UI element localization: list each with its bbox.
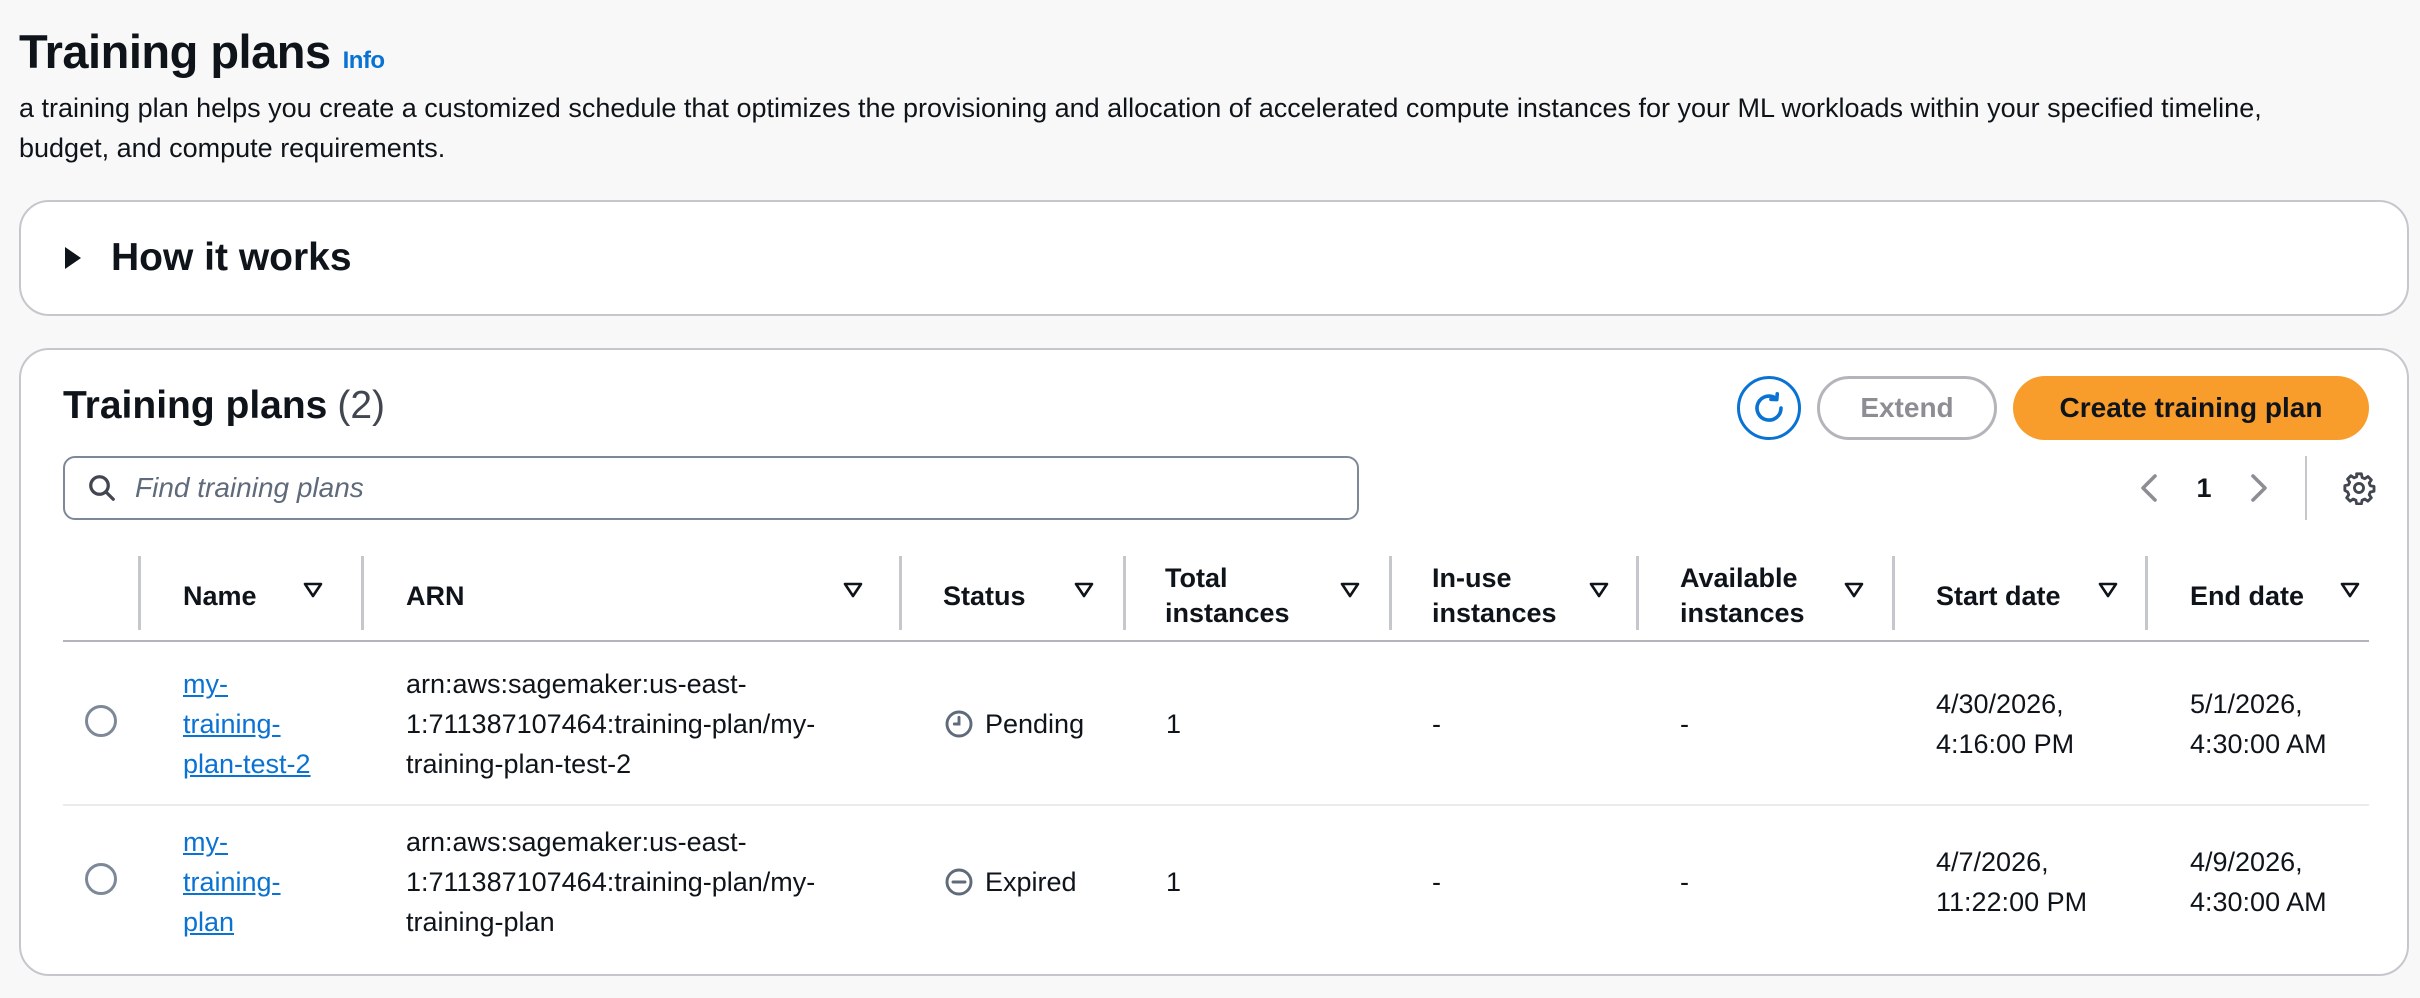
create-training-plan-button[interactable]: Create training plan: [2013, 376, 2369, 440]
date-line: 11:22:00 PM: [1936, 887, 2088, 917]
available-instances-cell: -: [1680, 709, 1689, 739]
sort-caret-icon[interactable]: [1074, 581, 1094, 599]
name-line: my-: [183, 669, 228, 699]
column-separator: [1892, 556, 1895, 630]
column-separator: [2145, 556, 2148, 630]
table-count: (2): [337, 384, 386, 427]
table-header: [63, 384, 385, 428]
name-line: training-: [183, 867, 281, 897]
arn-line: training-plan: [406, 907, 555, 937]
date-line: 4:30:00 AM: [2190, 887, 2327, 917]
total-instances-cell: 1: [1166, 867, 1182, 897]
arn-cell: [406, 664, 886, 784]
start-date-cell: [1936, 842, 2087, 922]
date-line: 5/1/2026,: [2190, 689, 2303, 719]
how-it-works-toggle[interactable]: [65, 236, 352, 280]
name-cell: [183, 664, 353, 784]
expired-icon: [943, 866, 975, 898]
page-title: [19, 24, 385, 79]
status-cell: [943, 704, 1084, 744]
in-use-instances-cell: -: [1432, 709, 1441, 739]
end-date-cell: [2190, 684, 2327, 764]
table-title: Training plans: [63, 384, 328, 427]
search-icon: [87, 473, 117, 503]
column-header-label: ARN: [406, 580, 465, 611]
available-instances-cell: -: [1680, 867, 1689, 897]
date-line: 4/9/2026,: [2190, 847, 2303, 877]
page-description: a training plan helps you create a customized schedule that optimizes the provisioning and allocation of accelerated compute instances for your ML workloads within your specified timeline, budget, and compute requirements.: [19, 93, 2262, 163]
arn-line: 1:711387107464:training-plan/my-: [406, 867, 816, 897]
status-text: Expired: [985, 867, 1077, 897]
column-header-label: Available instances: [1680, 563, 1805, 628]
arn-line: arn:aws:sagemaker:us-east-: [406, 669, 747, 699]
chevron-left-icon: [2140, 473, 2158, 503]
next-page-button[interactable]: [2239, 473, 2279, 503]
status-cell: [943, 862, 1077, 902]
refresh-icon: [1751, 390, 1787, 426]
column-separator: [899, 556, 902, 630]
gear-icon: [2342, 471, 2376, 505]
arn-line: training-plan-test-2: [406, 749, 632, 779]
row-select-radio[interactable]: [85, 705, 117, 737]
training-plans-table-container: [19, 348, 2409, 976]
table-settings-button[interactable]: [2341, 470, 2377, 506]
previous-page-button[interactable]: [2129, 473, 2169, 503]
column-separator: [1123, 556, 1126, 630]
sort-caret-icon[interactable]: [303, 581, 323, 599]
start-date-cell: [1936, 684, 2074, 764]
sort-caret-icon[interactable]: [843, 581, 863, 599]
name-line: training-: [183, 709, 281, 739]
row-select-radio[interactable]: [85, 863, 117, 895]
plan-name-link[interactable]: [183, 669, 311, 779]
column-header-end-date[interactable]: [2190, 550, 2350, 642]
sort-caret-icon[interactable]: [1844, 581, 1864, 599]
column-header-start-date[interactable]: [1936, 550, 2106, 642]
sort-caret-icon[interactable]: [2098, 581, 2118, 599]
name-line: plan: [183, 907, 235, 937]
column-header-label: End date: [2190, 580, 2305, 611]
date-line: 4/7/2026,: [1936, 847, 2049, 877]
column-header-status[interactable]: [943, 550, 1093, 642]
column-header-label: Start date: [1936, 580, 2061, 611]
column-separator: [1636, 556, 1639, 630]
pager-divider: [2305, 456, 2307, 520]
end-date-cell: [2190, 842, 2327, 922]
date-line: 4/30/2026,: [1936, 689, 2064, 719]
how-it-works-panel: [19, 200, 2409, 316]
date-line: 4:30:00 AM: [2190, 729, 2327, 759]
column-header-label: In-use instances: [1432, 563, 1557, 628]
sort-caret-icon[interactable]: [2340, 581, 2360, 599]
caret-right-icon: [65, 247, 81, 269]
page-number[interactable]: 1: [2196, 472, 2212, 503]
clock-icon: [943, 708, 975, 740]
pagination: [2129, 456, 2307, 520]
table-row: [63, 804, 2369, 964]
arn-cell: [406, 822, 886, 942]
in-use-instances-cell: -: [1432, 867, 1441, 897]
status-text: Pending: [985, 709, 1085, 739]
search-input[interactable]: [135, 472, 1285, 504]
column-header-available-instances[interactable]: [1680, 550, 1840, 642]
column-separator: [138, 556, 141, 630]
name-cell: [183, 822, 353, 942]
name-line: my-: [183, 827, 228, 857]
sort-caret-icon[interactable]: [1340, 581, 1360, 599]
date-line: 4:16:00 PM: [1936, 729, 2075, 759]
column-header-label: Name: [183, 580, 257, 611]
extend-button[interactable]: Extend: [1817, 376, 1997, 440]
table-row: [63, 644, 2369, 804]
total-instances-cell: 1: [1166, 709, 1182, 739]
column-header-total-instances[interactable]: [1165, 550, 1315, 642]
name-line: plan-test-2: [183, 749, 311, 779]
page-title-text: Training plans: [19, 25, 331, 78]
column-header-label: Status: [943, 580, 1026, 611]
column-separator: [361, 556, 364, 630]
column-header-label: Total instances: [1165, 563, 1290, 628]
table-header-row: [63, 550, 2369, 642]
search-box: [63, 456, 1359, 520]
column-separator: [1389, 556, 1392, 630]
info-link[interactable]: Info: [342, 47, 385, 74]
column-header-arn[interactable]: [406, 550, 706, 642]
plan-name-link[interactable]: [183, 827, 281, 937]
sort-caret-icon[interactable]: [1589, 581, 1609, 599]
chevron-right-icon: [2250, 473, 2268, 503]
refresh-button[interactable]: [1737, 376, 1801, 440]
arn-line: arn:aws:sagemaker:us-east-: [406, 827, 747, 857]
column-header-in-use-instances[interactable]: [1432, 550, 1582, 642]
how-it-works-label: How it works: [111, 236, 352, 279]
arn-line: 1:711387107464:training-plan/my-: [406, 709, 816, 739]
